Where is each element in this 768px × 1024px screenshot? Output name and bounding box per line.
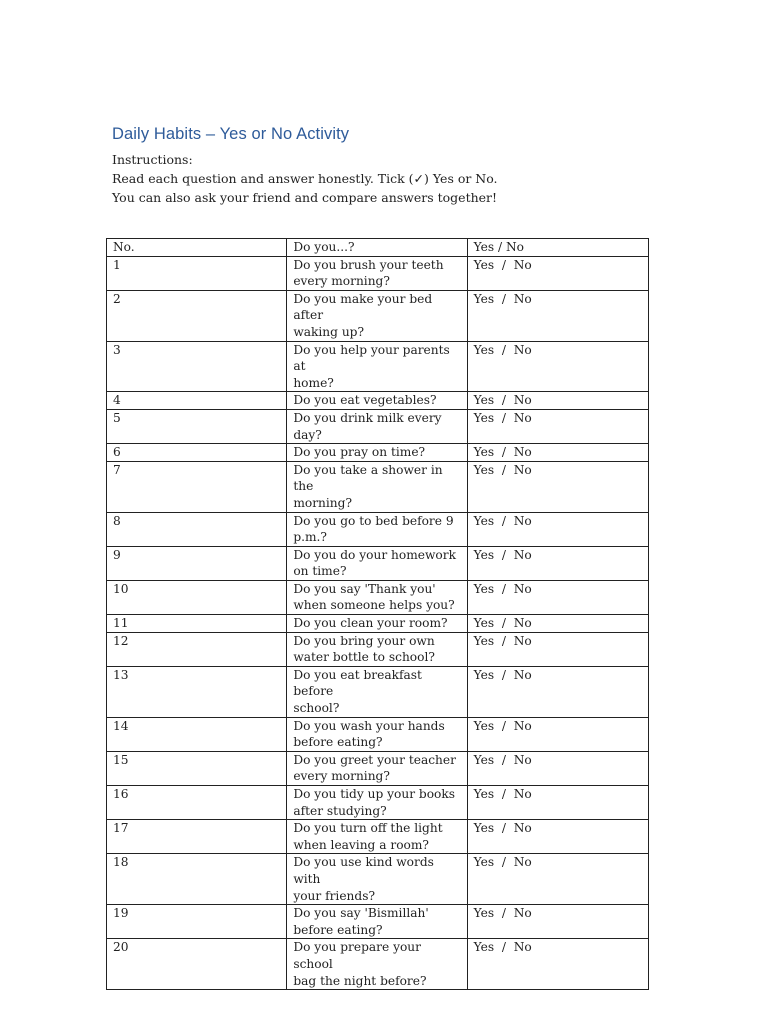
row-number: 7	[107, 461, 287, 512]
question-line-1: Do you wash your hands	[293, 718, 445, 733]
row-question	[287, 341, 467, 392]
question-line-2: your friends?	[293, 888, 375, 903]
question-line-1: Do you go to bed before 9	[293, 513, 454, 528]
row-number: 17	[107, 820, 287, 854]
row-question	[287, 854, 467, 905]
row-number: 13	[107, 666, 287, 717]
row-number: 6	[107, 444, 287, 462]
question-line-2: every morning?	[293, 274, 390, 289]
row-number: 3	[107, 341, 287, 392]
question-line-1: Do you say 'Thank you'	[293, 581, 436, 596]
row-question	[287, 461, 467, 512]
row-yes-no-option[interactable]: Yes / No	[467, 512, 648, 546]
row-yes-no-option[interactable]: Yes / No	[467, 444, 648, 462]
question-line-2: when someone helps you?	[293, 598, 455, 613]
row-yes-no-option[interactable]: Yes / No	[467, 546, 648, 580]
instructions-line-1: Read each question and answer honestly. Tick (✓) Yes or No.	[112, 171, 498, 186]
row-number: 12	[107, 632, 287, 666]
row-yes-no-option[interactable]: Yes / No	[467, 632, 648, 666]
table-header-row	[107, 239, 649, 257]
row-number: 5	[107, 409, 287, 443]
row-number: 1	[107, 256, 287, 290]
row-number: 20	[107, 939, 287, 990]
row-question	[287, 615, 467, 633]
row-number: 16	[107, 786, 287, 820]
row-question	[287, 786, 467, 820]
question-line-1: Do you turn off the light	[293, 821, 443, 836]
table-row	[107, 820, 649, 854]
instructions	[112, 150, 498, 207]
row-question	[287, 580, 467, 614]
question-line-1: Do you do your homework	[293, 547, 456, 562]
question-line-2: home?	[293, 375, 334, 390]
row-yes-no-option[interactable]: Yes / No	[467, 905, 648, 939]
row-number: 8	[107, 512, 287, 546]
row-question	[287, 939, 467, 990]
row-yes-no-option[interactable]: Yes / No	[467, 615, 648, 633]
row-question	[287, 751, 467, 785]
table-row	[107, 786, 649, 820]
question-line-2: before eating?	[293, 922, 383, 937]
row-question	[287, 444, 467, 462]
question-line-1: Do you use kind words with	[293, 855, 434, 886]
question-line-2: morning?	[293, 495, 352, 510]
row-question	[287, 632, 467, 666]
table-row	[107, 392, 649, 410]
row-number: 11	[107, 615, 287, 633]
row-yes-no-option[interactable]: Yes / No	[467, 461, 648, 512]
question-line-2: waking up?	[293, 324, 365, 339]
question-line-1: Do you say 'Bismillah'	[293, 906, 429, 921]
row-number: 10	[107, 580, 287, 614]
table-row	[107, 461, 649, 512]
table-row	[107, 666, 649, 717]
row-question	[287, 546, 467, 580]
row-number: 19	[107, 905, 287, 939]
table-row	[107, 632, 649, 666]
row-question	[287, 666, 467, 717]
row-yes-no-option[interactable]: Yes / No	[467, 854, 648, 905]
row-number: 14	[107, 717, 287, 751]
question-line-2: on time?	[293, 564, 347, 579]
table-row	[107, 905, 649, 939]
row-yes-no-option[interactable]: Yes / No	[467, 751, 648, 785]
table-row	[107, 290, 649, 341]
row-number: 4	[107, 392, 287, 410]
row-question	[287, 820, 467, 854]
table-row	[107, 854, 649, 905]
row-yes-no-option[interactable]: Yes / No	[467, 341, 648, 392]
question-line-1: Do you brush your teeth	[293, 257, 444, 272]
row-yes-no-option[interactable]: Yes / No	[467, 392, 648, 410]
question-line-2: p.m.?	[293, 530, 327, 545]
question-line-2: before eating?	[293, 735, 383, 750]
row-question	[287, 290, 467, 341]
row-yes-no-option[interactable]: Yes / No	[467, 580, 648, 614]
instructions-heading: Instructions:	[112, 152, 193, 167]
row-yes-no-option[interactable]: Yes / No	[467, 820, 648, 854]
row-question	[287, 256, 467, 290]
question-line-1: Do you bring your own	[293, 633, 435, 648]
row-question	[287, 717, 467, 751]
table-row	[107, 580, 649, 614]
row-question	[287, 512, 467, 546]
row-number: 2	[107, 290, 287, 341]
table-row	[107, 546, 649, 580]
question-line-1: Do you drink milk every	[293, 410, 442, 425]
question-line-1: Do you eat breakfast before	[293, 667, 422, 699]
question-line-1: Do you take a shower in the	[293, 462, 443, 494]
row-question	[287, 409, 467, 443]
question-line-1: Do you eat vegetables?	[293, 393, 437, 408]
row-yes-no-option[interactable]: Yes / No	[467, 666, 648, 717]
row-number: 15	[107, 751, 287, 785]
header-no: No.	[107, 239, 287, 257]
instructions-line-2: You can also ask your friend and compare answers together!	[112, 190, 498, 205]
row-question	[287, 392, 467, 410]
question-line-2: when leaving a room?	[293, 837, 429, 852]
question-line-1: Do you greet your teacher	[293, 752, 456, 767]
row-question	[287, 905, 467, 939]
page-title: Daily Habits – Yes or No Activity	[112, 125, 350, 143]
table-row	[107, 751, 649, 785]
table-row	[107, 512, 649, 546]
row-yes-no-option[interactable]: Yes / No	[467, 717, 648, 751]
table-row	[107, 409, 649, 443]
question-line-2: school?	[293, 701, 340, 716]
row-yes-no-option[interactable]: Yes / No	[467, 786, 648, 820]
habits-table	[106, 238, 649, 990]
table-row	[107, 939, 649, 990]
row-number: 9	[107, 546, 287, 580]
row-yes-no-option[interactable]: Yes / No	[467, 256, 648, 290]
question-line-2: bag the night before?	[293, 973, 427, 988]
question-line-1: Do you pray on time?	[293, 445, 426, 460]
question-line-2: water bottle to school?	[293, 650, 435, 665]
question-line-1: Do you help your parents at	[293, 342, 450, 374]
table-row	[107, 341, 649, 392]
table-row	[107, 615, 649, 633]
question-line-1: Do you prepare your school	[293, 940, 421, 971]
row-yes-no-option[interactable]: Yes / No	[467, 939, 648, 990]
question-line-2: every morning?	[293, 769, 390, 784]
table-row	[107, 256, 649, 290]
question-line-2: after studying?	[293, 803, 387, 818]
habits-table-body	[107, 239, 649, 990]
row-yes-no-option[interactable]: Yes / No	[467, 290, 648, 341]
table-row	[107, 717, 649, 751]
header-answer: Yes / No	[467, 239, 648, 257]
question-line-1: Do you tidy up your books	[293, 787, 456, 801]
question-line-2: day?	[293, 427, 322, 442]
question-line-1: Do you clean your room?	[293, 616, 448, 631]
table-row	[107, 444, 649, 462]
row-yes-no-option[interactable]: Yes / No	[467, 409, 648, 443]
question-line-1: Do you make your bed after	[293, 291, 433, 323]
row-number: 18	[107, 854, 287, 905]
header-question: Do you...?	[287, 239, 467, 257]
